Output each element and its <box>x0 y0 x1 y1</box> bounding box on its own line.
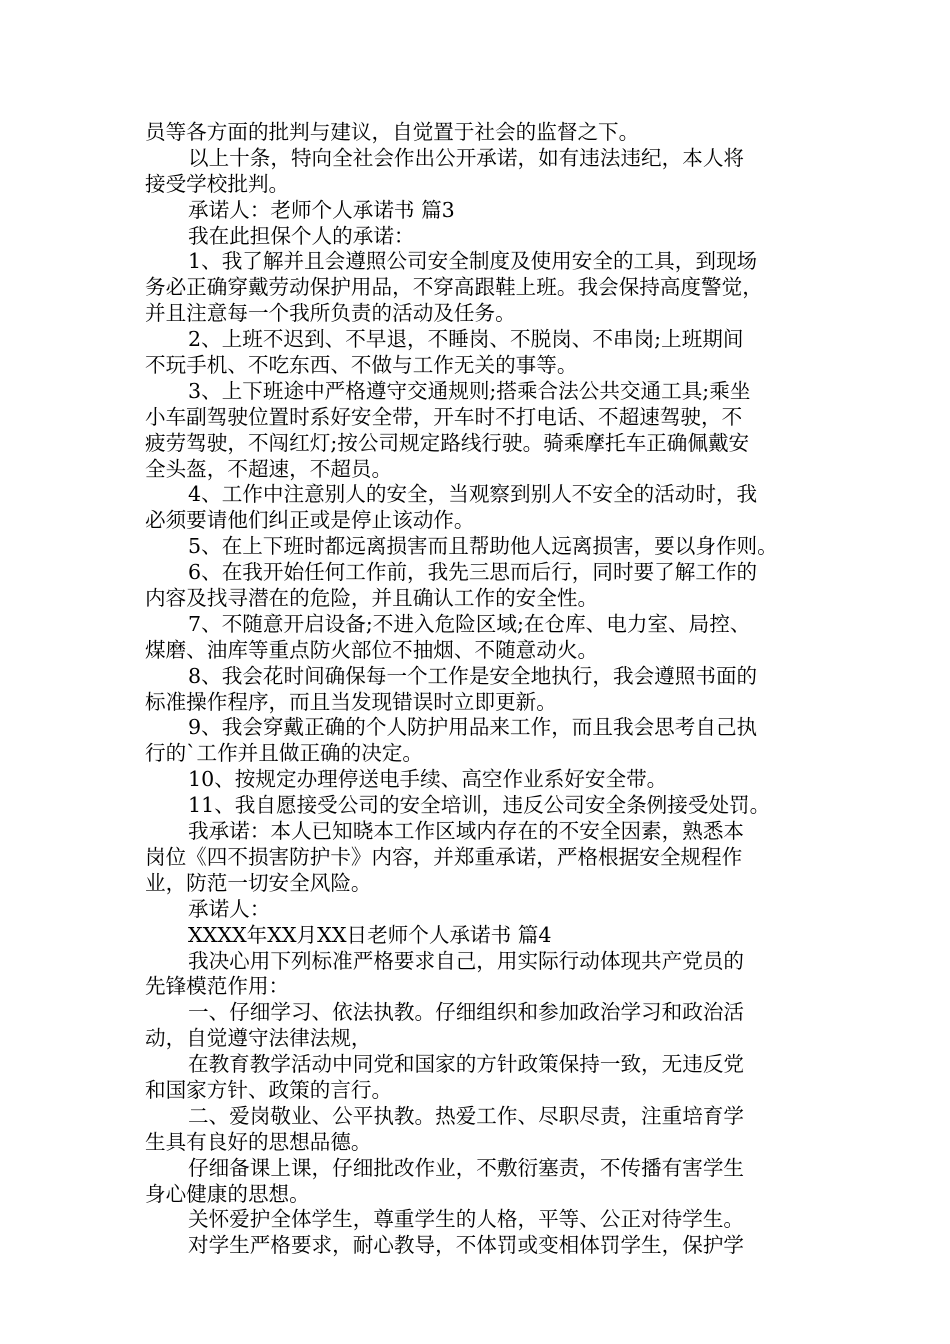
text-line: 承诺人：老师个人承诺书 篇3 <box>188 197 455 222</box>
text-line: 行的`工作并且做正确的决定。 <box>145 741 424 766</box>
text-line: 2、上班不迟到、不早退，不睡岗、不脱岗、不串岗;上班期间 <box>188 327 744 352</box>
text-line: 5、在上下班时都远离损害而且帮助他人远离损害，要以身作则。 <box>188 534 778 559</box>
text-line: 我在此担保个人的承诺： <box>188 223 415 248</box>
text-line: 动，自觉遵守法律法规， <box>145 1026 372 1051</box>
text-line: 身心健康的思想。 <box>145 1181 310 1206</box>
text-line: 1、我了解并且会遵照公司安全制度及使用安全的工具，到现场 <box>188 249 758 274</box>
text-line: 煤磨、油库等重点防火部位不抽烟、不随意动火。 <box>145 637 599 662</box>
text-line: 二、爱岗敬业、公平执教。热爱工作、尽职尽责，注重培育学 <box>188 1103 745 1128</box>
text-line: XXXX年XX月XX日老师个人承诺书 篇4 <box>188 922 552 947</box>
text-line: 以上十条，特向全社会作出公开承诺，如有违法违纪，本人将 <box>188 145 745 170</box>
text-line: 6、在我开始任何工作前，我先三思而后行，同时要了解工作的 <box>188 560 758 585</box>
text-line: 内容及找寻潜在的危险，并且确认工作的安全性。 <box>145 586 599 611</box>
text-line: 岗位《四不损害防护卡》内容，并郑重承诺，严格根据安全规程作 <box>145 844 743 869</box>
text-line: 生具有良好的思想品德。 <box>145 1129 372 1154</box>
text-line: 员等各方面的批判与建议，自觉置于社会的监督之下。 <box>145 120 640 144</box>
document-body <box>145 120 825 1259</box>
text-line: 接受学校批判。 <box>145 171 290 196</box>
text-line: 3、上下班途中严格遵守交通规则;搭乘合法公共交通工具;乘坐 <box>188 378 751 403</box>
text-line: 我承诺：本人已知晓本工作区域内存在的不安全因素，熟悉本 <box>188 819 745 844</box>
text-line: 关怀爱护全体学生，尊重学生的人格，平等、公正对待学生。 <box>188 1207 745 1232</box>
text-line: 务必正确穿戴劳动保护用品，不穿高跟鞋上班。我会保持高度警觉， <box>145 275 763 300</box>
text-line: 8、我会花时间确保每一个工作是安全地执行，我会遵照书面的 <box>188 663 758 688</box>
text-line: 不玩手机、不吃东西、不做与工作无关的事等。 <box>145 353 578 378</box>
text-line: 全头盔，不超速，不超员。 <box>145 456 393 481</box>
text-line: 先锋模范作用： <box>145 974 290 999</box>
text-line: 9、我会穿戴正确的个人防护用品来工作，而且我会思考自己执 <box>188 715 758 740</box>
text-line: 对学生严格要求，耐心教导，不体罚或变相体罚学生，保护学 <box>188 1233 745 1258</box>
text-line: 10、按规定办理停送电手续、高空作业系好安全带。 <box>188 767 668 792</box>
text-line: 4、工作中注意别人的安全，当观察到别人不安全的活动时，我 <box>188 482 758 507</box>
text-line: 一、仔细学习、依法执教。仔细组织和参加政治学习和政治活 <box>188 1000 745 1025</box>
text-line: 和国家方针、政策的言行。 <box>145 1077 393 1102</box>
text-line: 11、我自愿接受公司的安全培训，违反公司安全条例接受处罚。 <box>188 793 771 818</box>
text-line: 小车副驾驶位置时系好安全带，开车时不打电话、不超速驾驶，不 <box>145 404 743 429</box>
text-line: 我决心用下列标准严格要求自己，用实际行动体现共产党员的 <box>188 948 745 973</box>
text-line: 业，防范一切安全风险。 <box>145 870 372 895</box>
text-line: 仔细备课上课，仔细批改作业，不敷衍塞责，不传播有害学生 <box>188 1155 745 1180</box>
text-line: 疲劳驾驶，不闯红灯;按公司规定路线行驶。骑乘摩托车正确佩戴安 <box>145 430 750 455</box>
text-line: 在教育教学活动中同党和国家的方针政策保持一致，无违反党 <box>188 1052 745 1077</box>
text-line: 并且注意每一个我所负责的活动及任务。 <box>145 301 516 326</box>
text-line: 标准操作程序，而且当发现错误时立即更新。 <box>145 689 557 714</box>
text-line: 7、不随意开启设备;不进入危险区域;在仓库、电力室、局控、 <box>188 611 751 636</box>
text-line: 承诺人： <box>188 896 271 921</box>
text-line: 必须要请他们纠正或是停止该动作。 <box>145 508 475 533</box>
